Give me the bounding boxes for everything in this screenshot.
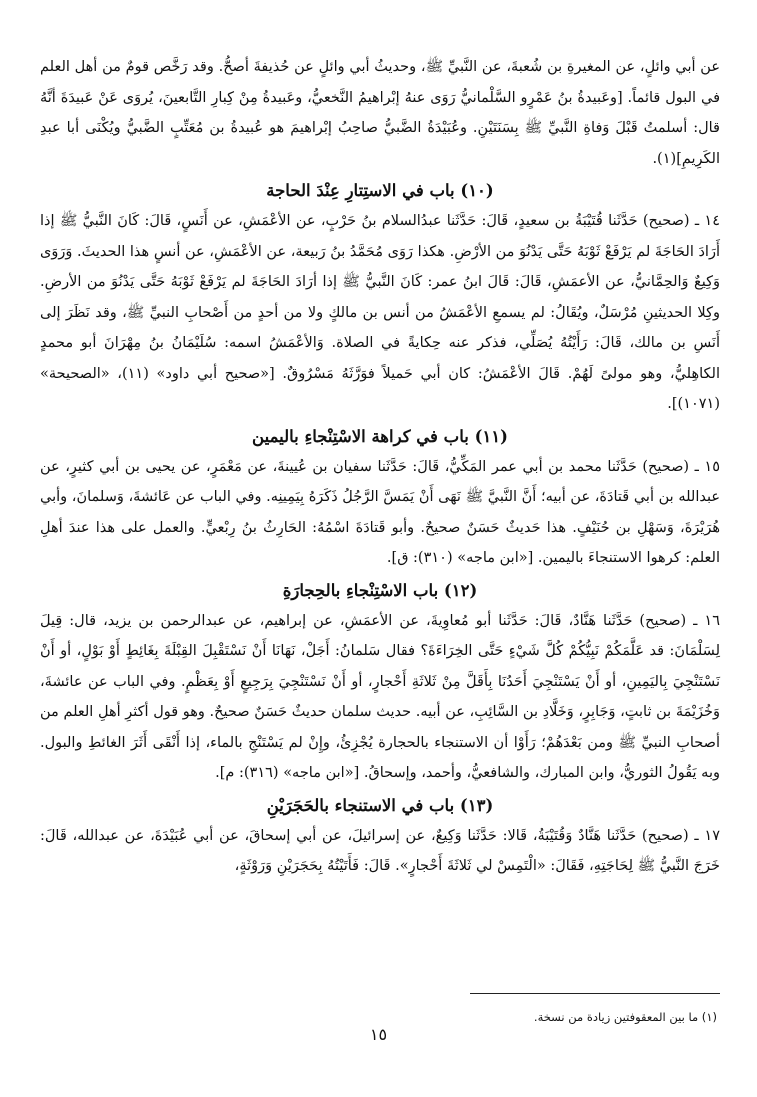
section-heading-12: (١٢) باب الاسْتِنْجاءِ بالحِجارَةِ bbox=[282, 580, 478, 600]
page-body bbox=[40, 52, 720, 882]
intro-paragraph: عن أبي وائلٍ، عن المغيرةِ بن شُعبةَ، عن النَّبيِّ ﷺ، وحديثُ أبي وائلٍ عن حُذيفةَ أصحُّ. وقد رَخَّص قومٌ من أهل العلم في البول قائماً. [وعَبيدةُ بنُ عَمْرٍو السَّلْمانيُّ رَوَى عنهُ إبْراهيمُ النَّخعيُّ، وعَبيدةُ مِنْ كِبارِ التَّابعينَ، يُروَى عَنْ عَبيدَةَ أنَّهُ قال: أسلمتُ قَبْلَ وَفاةِ النَّبيِّ ﷺ بِسَنَتَيْنِ. وعُبَيْدَةُ الضَّبيُّ صاحِبُ إبْراهيمَ هو عُبيدةُ بن مُعَتِّبٍ الضَّبيُّ ويُكْنَى أبا عبدِ الكَرِيمِ](١). bbox=[40, 59, 720, 167]
hadith-14-paragraph: ١٤ ـ (صحيح) حَدَّثَنا قُتَيْبَةُ بن سعيدٍ، قَالَ: حَدَّثَنا عبدُالسلام بنُ حَرْبٍ، عن الأعْمَشِ، عن أَنَسٍ، قَالَ: كَانَ النَّبيُّ ﷺ إذا أَرَادَ الحَاجَةَ لم يَرْفَعْ ثَوْبَهُ حَتَّى يَدْنُوَ من الأرْضِ. هكذا رَوَى مُحَمَّدُ بنُ رَبيعة، عن الأعْمَشِ، عن أنسٍ هذا الحديثَ. وَرَوَى وَكِيعٌ وَالحِمَّانيُّ، عن الأعمَشِ، قَالَ: قَالَ ابنُ عمر: كَانَ النَّبيُّ ﷺ إذا أرَادَ الحَاجَةَ لم يَرْفَعْ ثَوْبَهُ حَتَّى يَدْنُوَ من الأرضِ. وكِلا الحديثينِ مُرْسَلٌ، ويُقَالُ: لم يسمعِ الأعْمَشُ من أنس بن مالكٍ ولا من أحدٍ من أَصْحابِ النبيِّ ﷺ، وقد نَظَرَ إلى أَنَسِ بن مالك، قَالَ: رَأَيْتُهُ يُصَلِّي، فذكر عنه حِكايةً في الصلاة. وَالأعْمَشُ اسمه: سُلَيْمَانُ بنُ مِهْرَانَ أبو محمدٍ الكاهِليُّ، وهو مولىً لَهُمْ. قَالَ الأعْمَشُ: كان أبي حَميلاً فوَرَّثَهُ مَسْرُوقٌ. [«صحيح أبي داود» (١١)، «الصحيحة» (١٠٧١)]. bbox=[40, 213, 720, 412]
footnote-divider bbox=[470, 993, 720, 994]
hadith-17-paragraph: ١٧ ـ (صحيح) حَدَّثَنا هَنَّادٌ وَقُتَيْبَةُ، قَالا: حَدَّثَنا وَكِيعٌ، عن إسرائيلَ، عن أبي إسحاقَ، عن أبي عُبَيْدَةَ، عن عبدالله، قَالَ: خَرَجَ النَّبيُّ ﷺ لِحَاجَتِهِ، فَقَالَ: «الْتَمِسْ لي ثَلاثَةَ أَحْجارٍ». قَالَ: فَأَتَيْتُهُ بِحَجَرَيْنِ وَرَوْثَةٍ، bbox=[40, 827, 720, 874]
footnote: (١) ما بين المعقوفتين زيادة من نسخة. bbox=[533, 1010, 717, 1024]
page-number: ١٥ bbox=[369, 1025, 388, 1044]
section-heading-13: (١٣) باب في الاستنجاء بالحَجَرَيْنِ bbox=[266, 795, 494, 815]
section-heading-10: (١٠) باب في الاستِتارِ عِنْدَ الحاجة bbox=[266, 181, 494, 200]
hadith-16-paragraph: ١٦ ـ (صحيح) حَدَّثَنا هَنَّادٌ، قَالَ: حَدَّثَنا أبو مُعاوِيةَ، عن الأعمَشِ، عن إبراهيم، عن عبدالرحمن بن يزيد، قال: قِيلَ لِسَلْمَانَ: قد عَلَّمَكُمْ نَبِيُّكُمْ كُلَّ شَيْءٍ حَتَّى الخِرَاءَةَ؟ فقال سَلمانُ: أَجَلْ، نَهَانَا أَنْ نَسْتَقْبِلَ القِبْلَةَ بِغَائِطٍ أَوْ بَوْلٍ، أو أَنْ نَسْتَنْجِيَ بِاليَمِينِ، أو أَنْ يَسْتَنْجِيَ أَحَدُنَا بِأَقَلَّ مِنْ ثَلاثَةِ أَحْجارٍ، أو أَنْ نَسْتَنْجِيَ بِرَجِيعٍ أَوْ بِعَظْمٍ. وفي الباب عن عائشةَ، وَخُزَيْمَةَ بن ثابتٍ، وَجَابِرٍ، وَخَلَّادِ بن السَّائِبِ، عن أبيه. حديث سلمان حديثٌ حَسَنٌ صحيحٌ. وهو قول أكثرِ أهلِ العلم من أصحابِ النبيِّ ﷺ ومن بَعْدَهُمْ؛ رَأَوْا أن الاستنجاء بالحجارة يُجْزِئُ، وإِنْ لم يَسْتَنْجِ بالماء، إذا أَنْقَى أَثَرَ الغائطِ والبول. وبه يَقُولُ الثوريُّ، وابن المبارك، والشافعيُّ، وأحمد، وإسحاقُ. [«ابن ماجه» (٣١٦): م]. bbox=[40, 612, 720, 781]
hadith-15-paragraph: ١٥ ـ (صحيح) حَدَّثَنا محمد بن أبي عمر المَكِّيُّ، قَالَ: حَدَّثَنا سفيان بن عُيينةَ، عن مَعْمَرٍ، عن يحيى بن أبي كثيرٍ، عن عبدالله بن أبي قَتادَةَ، عن أبيه؛ أَنَّ النَّبيَّ ﷺ نَهَى أَنْ يَمَسَّ الرَّجُلُ ذَكَرَهُ بِيَمِينِه. وفي الباب عن عَائشةَ، وَسلمانَ، وأبي هُرَيْرَةَ، وَسَهْلِ بن حُنَيْفٍ. هذا حَديثٌ حَسَنٌ صحيحٌ. وأبو قَتادَةَ اسْمُهُ: الحَارِثُ بنُ رِبْعيٍّ. والعمل على هذا عندَ أهلِ العلم: كرهوا الاستنجاءَ باليمين. [«ابن ماجه» (٣١٠): ق]. bbox=[40, 458, 720, 566]
section-heading-11: (١١) باب في كراهة الاسْتِنْجاءِ باليمين bbox=[252, 426, 508, 446]
